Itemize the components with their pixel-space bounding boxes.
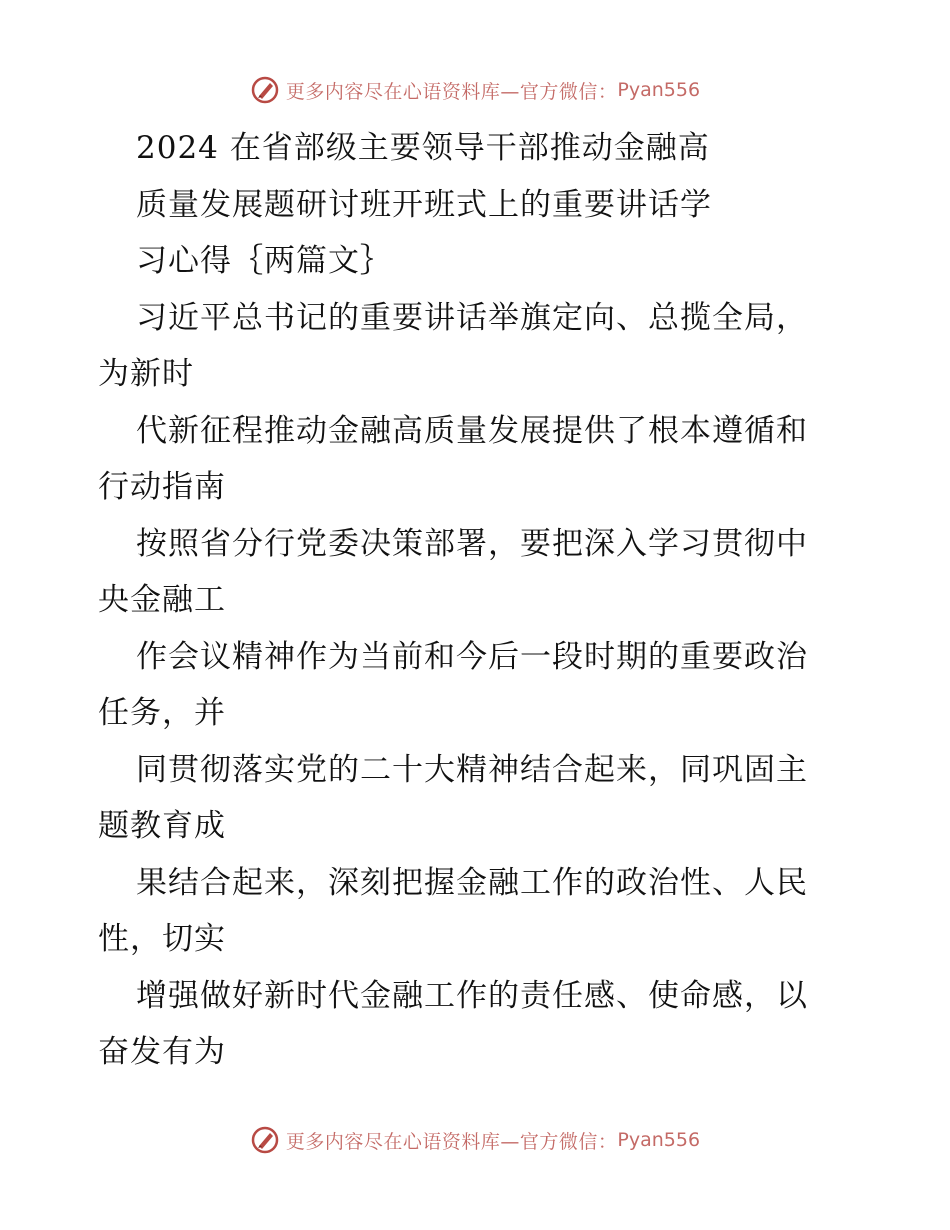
pen-logo-icon	[250, 75, 280, 105]
body-line: 按照省分行党委决策部署，要把深入学习贯彻中	[136, 525, 808, 562]
body-line: 同贯彻落实党的二十大精神结合起来，同巩固主	[136, 751, 808, 788]
body-line: 代新征程推动金融高质量发展提供了根本遵循和	[136, 412, 808, 449]
title-line: 习心得｛两篇文｝	[136, 243, 392, 279]
body-line: 为新时	[98, 356, 194, 392]
document-body	[98, 120, 858, 1081]
pen-logo-icon	[250, 1125, 280, 1155]
body-line: 行动指南	[98, 469, 226, 505]
body-line: 奋发有为	[98, 1034, 226, 1070]
body-line: 央金融工	[98, 582, 226, 618]
footer-watermark	[0, 1120, 950, 1160]
title-line: 质量发展题研讨班开班式上的重要讲话学	[136, 186, 712, 223]
body-line: 题教育成	[98, 808, 226, 844]
watermark-text: 更多内容尽在心语资料库—官方微信：	[285, 1130, 618, 1153]
body-line: 性，切实	[98, 921, 226, 957]
body-line: 果结合起来，深刻把握金融工作的政治性、人民	[136, 864, 808, 901]
header-watermark	[0, 70, 950, 110]
body-line: 习近平总书记的重要讲话举旗定向、总揽全局，	[136, 299, 808, 336]
body-line: 任务，并	[98, 695, 226, 731]
body-line: 增强做好新时代金融工作的责任感、使命感，以	[136, 977, 808, 1014]
watermark-text: 更多内容尽在心语资料库—官方微信：	[285, 80, 618, 103]
watermark-account: Pyan556	[617, 1129, 701, 1151]
watermark-account: Pyan556	[617, 79, 701, 101]
body-line: 作会议精神作为当前和今后一段时期的重要政治	[136, 638, 808, 675]
title-line: 2024 在省部级主要领导干部推动金融高	[136, 130, 710, 166]
